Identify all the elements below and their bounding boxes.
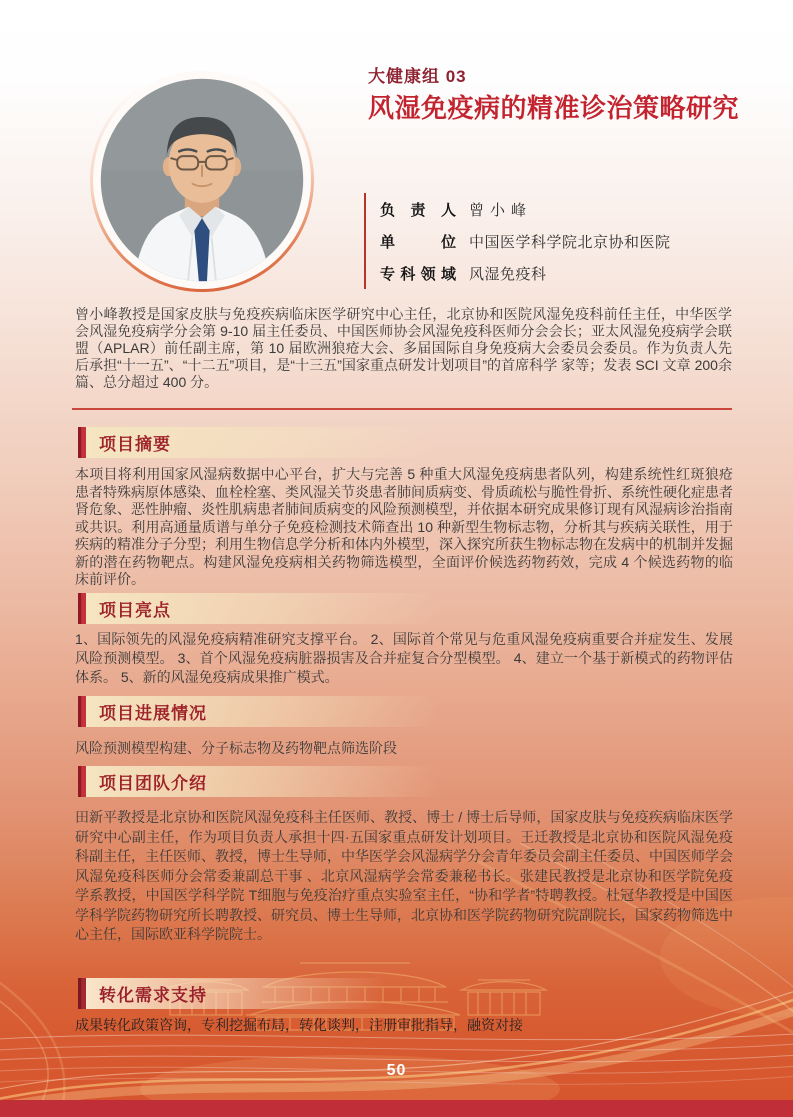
- heading-text: 项目进展情况: [86, 696, 438, 727]
- section-heading-summary: [78, 427, 438, 458]
- field-value: 风湿免疫科: [469, 265, 547, 283]
- heading-text: 项目摘要: [86, 427, 438, 458]
- section-heading-team: [78, 766, 438, 797]
- section-heading-progress: [78, 696, 438, 727]
- section-body-highlights: 1、国际领先的风湿免疫病精准研究支撑平台。 2、国际首个常见与危重风湿免疫病重要合并症发生、发展风险预测模型。 3、首个风湿免疫病脏器损害及合并症复合分型模型。 4、建立一个基于新模式的药物评估体系。 5、新的风湿免疫病成果推广模式。: [75, 631, 733, 685]
- heading-bar: [78, 593, 86, 624]
- profile-photo: [97, 75, 307, 285]
- page-title: 风湿免疫病的精准诊治策略研究: [368, 94, 740, 123]
- doctor-portrait-icon: [97, 75, 307, 285]
- field-label: 单位: [380, 233, 456, 251]
- section-heading-support: [78, 978, 386, 1009]
- heading-bar: [78, 766, 86, 797]
- profile-fields: [364, 193, 671, 289]
- bio-paragraph: 曾小峰教授是国家皮肤与免疫疾病临床医学研究中心主任，北京协和医院风湿免疫科前任主任，中华医学会风湿免疫病学分会第 9-10 届主任委员、中国医师协会风湿免疫科医师分会会长；亚太风湿免疫病学会联盟（APLAR）前任副主席，第 10 届欧洲狼疮大会、多届国际自身免疫病大会委员会委员。作为负责人先后承担“十一五”、“十二五”项目，是“十三五”国家重点研发计划项目”的首席科学 家等；发表 SCI 文章 200余篇、总分超过 400 分。: [75, 306, 732, 390]
- field-row-specialty: [380, 257, 671, 289]
- section-body-summary: 本项目将利用国家风湿病数据中心平台，扩大与完善 5 种重大风湿免疫病患者队列，构建系统性红斑狼疮患者特殊病原体感染、血栓栓塞、类风湿关节炎患者肺间质病变、骨质疏松与脆性骨折、系统性硬化症患者肾危象、恶性肿瘤、炎性肌病患者肺间质病变的风险预测模型，并依据本研究成果修订现有风湿病诊治指南或共识。利用高通量质谱与单分子免疫检测技术筛查出 10 种新型生物标志物，分析其与疾病关联性，用于疾病的精准分子分型；利用生物信息学分析和体内外模型，深入探究所获生物标志物在发病中的机制并发掘新的潜在药物靶点。构建风湿免疫病相关药物筛选模型，全面评价候选药物药效，完成 4 个候选药物的临床前评价。: [75, 466, 733, 587]
- profile-photo-gap: [93, 71, 311, 289]
- field-label: 负责人: [380, 201, 456, 219]
- footer-strip: [0, 1100, 793, 1117]
- heading-text: 项目团队介绍: [86, 766, 438, 797]
- field-value: 曾小峰: [469, 201, 533, 219]
- field-value: 中国医学科学院北京协和医院: [469, 233, 671, 251]
- divider-line: [72, 408, 732, 410]
- section-body-progress: 风险预测模型构建、分子标志物及药物靶点筛选阶段: [75, 740, 397, 756]
- page-number: 50: [386, 1062, 407, 1079]
- heading-text: 转化需求支持: [86, 978, 386, 1009]
- group-label: 大健康组 03: [368, 67, 467, 86]
- profile-photo-ring: [90, 68, 314, 292]
- heading-bar: [78, 696, 86, 727]
- field-label: 专科领域: [380, 265, 456, 283]
- heading-bar: [78, 427, 86, 458]
- field-row-leader: [380, 193, 671, 225]
- section-heading-highlights: [78, 593, 438, 624]
- heading-bar: [78, 978, 86, 1009]
- section-body-support: 成果转化政策咨询，专利挖掘布局，转化谈判，注册审批指导，融资对接: [75, 1017, 523, 1033]
- section-body-team: 田新平教授是北京协和医院风湿免疫科主任医师、教授、博士 / 博士后导师，国家皮肤与免疫疾病临床医学研究中心副主任，作为项目负责人承担十四·五国家重点研发计划项目。王迁教授是北京协和医院风湿免疫科副主任，主任医师、教授，博士生导师，中华医学会风湿病学分会青年委员会副主任委员、中国医师学会风湿免疫科医师分会常委兼副总干事 、北京风湿病学会常委兼秘书长。张建民教授是北京协和医学院免疫学系教授，中国医学科学院 T细胞与免疫治疗重点实验室主任，“协和学者”特聘教授。杜冠华教授是中国医学科学院药物研究所长聘教授、研究员、博士生导师，北京协和医学院药物研究院副院长，国家药物筛选中心主任，国际欧亚科学院院士。: [75, 809, 733, 942]
- field-row-unit: [380, 225, 671, 257]
- heading-text: 项目亮点: [86, 593, 438, 624]
